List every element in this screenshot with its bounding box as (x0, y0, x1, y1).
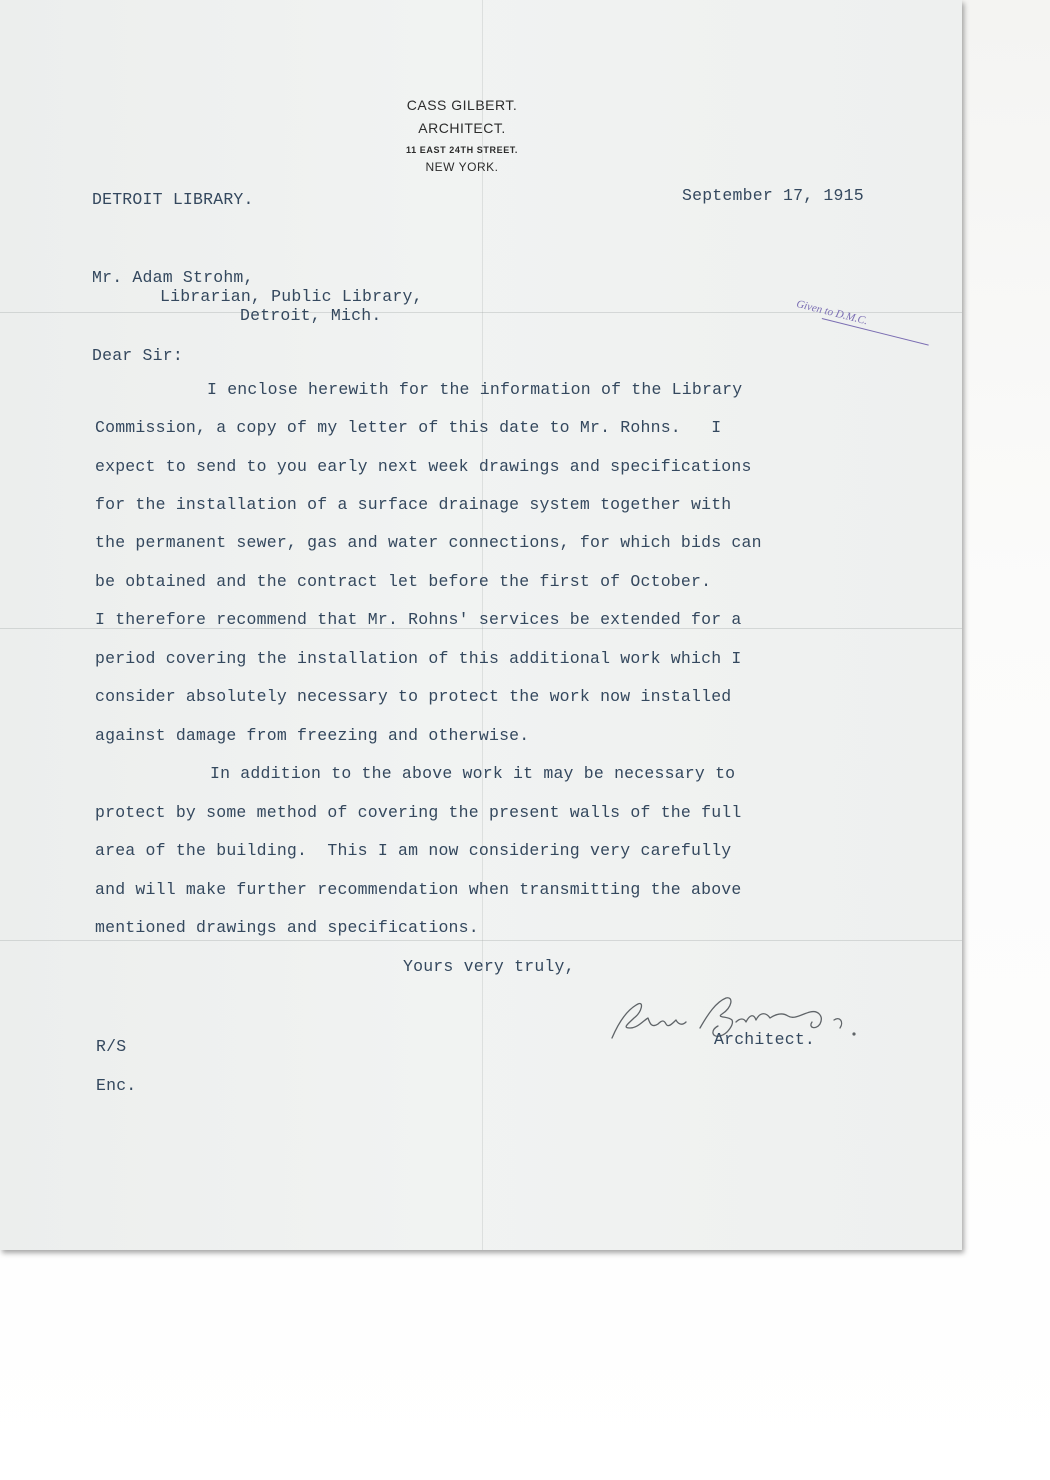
enclosure-note: Enc. (96, 1076, 137, 1095)
stamp-underline (822, 318, 929, 346)
body-line: expect to send to you early next week drawings and specifications (95, 457, 752, 476)
body-line: the permanent sewer, gas and water connections, for which bids can (95, 533, 762, 552)
letterhead-city: NEW YORK. (425, 160, 499, 174)
body-line: I therefore recommend that Mr. Rohns' services be extended for a (95, 610, 742, 629)
body-line: mentioned drawings and specifications. (95, 918, 479, 937)
body-line: I enclose herewith for the information of the Library (207, 380, 743, 399)
body-line: period covering the installation of this additional work which I (95, 649, 742, 668)
body-line: consider absolutely necessary to protect the work now installed (95, 687, 732, 706)
salutation: Dear Sir: (92, 346, 183, 365)
letterhead-title: ARCHITECT. (418, 120, 506, 136)
body-line: protect by some method of covering the present walls of the full (95, 803, 742, 822)
body-line: area of the building. This I am now considering very carefully (95, 841, 732, 860)
typist-initials: R/S (96, 1037, 127, 1056)
closing: Yours very truly, (403, 957, 575, 976)
subject-line: DETROIT LIBRARY. (92, 190, 254, 209)
body-line: In addition to the above work it may be necessary to (210, 764, 736, 783)
body-line: Commission, a copy of my letter of this date to Mr. Rohns. I (95, 418, 722, 437)
letter-date: September 17, 1915 (682, 186, 864, 205)
body-line: and will make further recommendation when transmitting the above (95, 880, 742, 899)
recipient-position: Librarian, Public Library, (160, 287, 423, 306)
letterhead-name: CASS GILBERT. (406, 97, 518, 113)
recipient-name: Mr. Adam Strohm, (92, 268, 254, 287)
routing-stamp: Given to D.M.C. (795, 298, 869, 328)
body-line: against damage from freezing and otherwise. (95, 726, 530, 745)
recipient-location: Detroit, Mich. (240, 306, 382, 325)
fold-crease (0, 940, 962, 941)
body-line: for the installation of a surface drainage system together with (95, 495, 732, 514)
letterhead-street: 11 EAST 24TH STREET. (405, 145, 519, 155)
body-line: be obtained and the contract let before the first of October. (95, 572, 712, 591)
signer-title: Architect. (714, 1030, 816, 1049)
